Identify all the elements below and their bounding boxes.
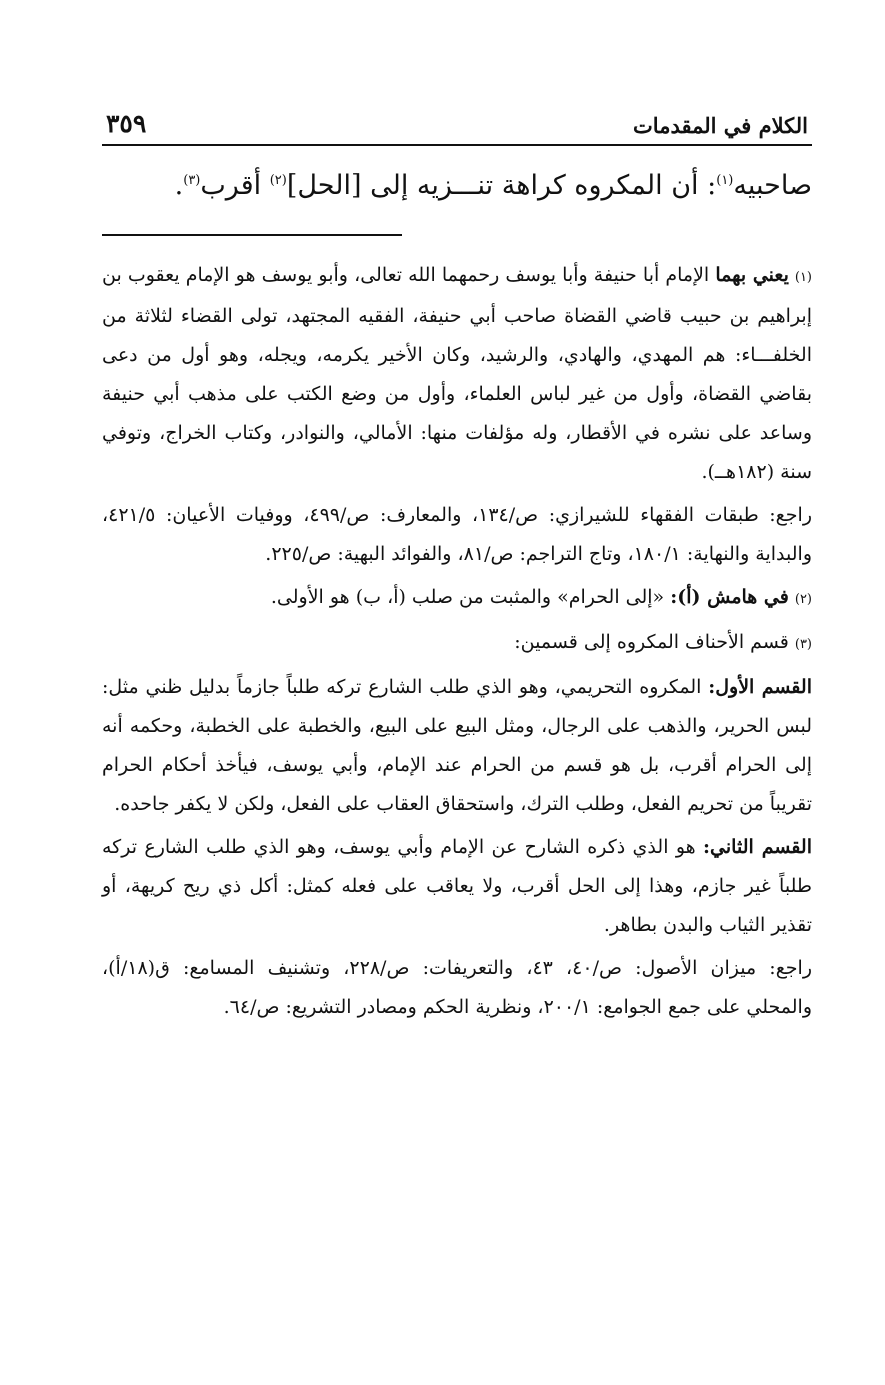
- footnote-text: قسم الأحناف المكروه إلى قسمين:: [514, 631, 789, 653]
- main-text: [102, 164, 812, 208]
- section-text: هو الذي ذكره الشارح عن الإمام وأبي يوسف، وهو الذي طلب الشارع تركه طلباً غير جازم، وهذا إلى الحل أقرب، ولا يعاقب على فعله كمثل: أكل ذي ريح كريهة، أو تقذير الثياب والبدن بطاهر.: [102, 836, 812, 936]
- footnote-number: (٢): [794, 592, 812, 607]
- footnote-1-references: راجع: طبقات الفقهاء للشيرازي: ص/١٣٤، والمعارف: ص/٤٩٩، ووفيات الأعيان: ٤٢١/٥، والبداية والنهاية: ١٨٠/١، وتاج التراجم: ص/٨١، والفوائد البهية: ص/٢٢٥.: [102, 504, 812, 565]
- footnote-label: في هامش (أ):: [670, 586, 789, 608]
- footnote-number: (٣): [794, 637, 812, 652]
- running-title: الكلام في المقدمات: [633, 113, 808, 138]
- footnote-text: «إلى الحرام» والمثبت من صلب (أ، ب) هو الأولى.: [270, 586, 671, 608]
- main-word-1: صاحبيه: [733, 170, 812, 201]
- section-term: القسم الثاني:: [703, 836, 812, 858]
- footnote-3-section-2: [102, 828, 812, 945]
- main-end: .: [174, 170, 184, 201]
- section-term: القسم الأول:: [708, 676, 812, 698]
- footnote-mark-1: (١): [716, 173, 734, 188]
- footnote-text: الإمام أبا حنيفة وأبا يوسف رحمهما الله تعالى، وأبو يوسف هو الإمام يعقوب بن إبراهيم بن حبيب قاضي القضاة صاحب أبي حنيفة، الفقيه المجتهد، تولى القضاء لثلاثة من الخلفـــاء: هم المهدي، والهادي، والرشيد، وكان الأخير يكرمه، ويجله، وهو أول من دعى بقاضي القضاة، وأول من غير لباس العلماء، وأول من وضع الكتب على مذهب أبي حنيفة وساعد على نشره في الأقطار، وله مؤلفات منها: الأمالي، والنوادر، وكتاب الخراج، وتوفي سنة (١٨٢هــ).: [102, 264, 812, 483]
- footnotes: [102, 256, 812, 1027]
- footnote-label: يعني بهما: [715, 264, 789, 286]
- main-word-2: أقرب: [200, 170, 270, 201]
- footnote-3-section-1: [102, 668, 812, 824]
- footnote-separator: [102, 234, 402, 236]
- book-page: [102, 100, 812, 1031]
- page-number: ٣٥٩: [106, 109, 147, 138]
- page-header: [102, 100, 812, 146]
- footnote-2: [102, 578, 812, 619]
- footnote-number: (١): [794, 270, 812, 285]
- section-text: المكروه التحريمي، وهو الذي طلب الشارع تركه طلباً جازماً بدليل ظني مثل: لبس الحرير، والذهب على الرجال، ومثل البيع على البيع، والخطبة على الخطبة، وحكمه أنه إلى الحرام أقرب، بل هو قسم من الحرام عند الإمام، وأبي يوسف، فيأخذ أحكام الحرام تقريباً من تحريم الفعل، وطلب الترك، واستحقاق العقاب على الفعل، ولكن لا يكفر جاحده.: [102, 676, 812, 815]
- footnote-mark-3: (٣): [183, 173, 201, 188]
- footnote-3-references: راجع: ميزان الأصول: ص/٤٠، ٤٣، والتعريفات: ص/٢٢٨، وتشنيف المسامع: ق(١٨/أ)، والمحلي على جمع الجوامع: ٢٠٠/١، ونظرية الحكم ومصادر التشريع: ص/٦٤.: [102, 957, 813, 1018]
- footnote-mark-2: (٢): [269, 173, 287, 188]
- main-text-1: : أن المكروه كراهة تنـــزيه إلى [الحل]: [286, 170, 717, 201]
- footnote-1: [102, 256, 812, 492]
- footnote-3: [102, 623, 812, 664]
